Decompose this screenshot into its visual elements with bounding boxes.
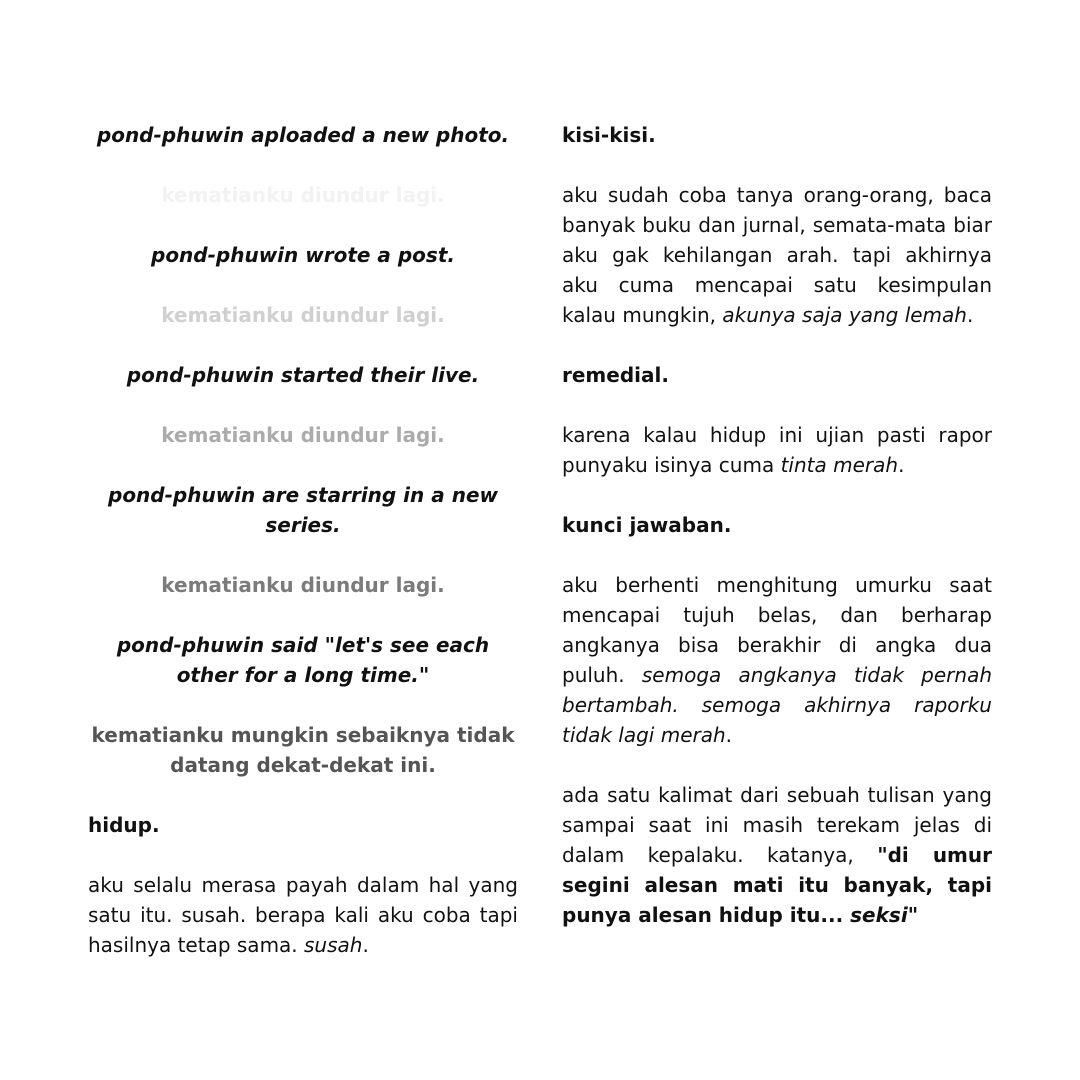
notification-photo: pond-phuwin aploaded a new photo. (96, 123, 510, 147)
heading-hidup: hidup. (88, 813, 160, 837)
notification-post: pond-phuwin wrote a post. (151, 243, 455, 267)
heading-remedial: remedial. (562, 363, 669, 387)
death-line-5: kematianku mungkin sebaiknya tidak datang dekat-dekat ini. (91, 723, 515, 777)
paragraph-kunci-text: aku berhenti menghitung umurku saat mencapai tujuh belas, dan berharap angkanya bisa berakhir di angka dua puluh. (562, 573, 992, 687)
heading-kisi-kisi: kisi-kisi. (562, 123, 656, 147)
heading-kunci-jawaban: kunci jawaban. (562, 513, 732, 537)
quote-bold: "di umur segini alesan mati itu banyak, tapi punya alesan hidup itu... (562, 843, 992, 927)
paragraph-hidup (88, 870, 518, 960)
quote-bold-italic: seksi (850, 903, 908, 927)
notification-series: pond-phuwin are starring in a new series. (108, 483, 498, 537)
paragraph-kisi-end: . (966, 303, 974, 327)
paragraph-hidup-end: . (362, 933, 369, 957)
notification-quote: pond-phuwin said "let's see each other for a long time." (116, 633, 490, 687)
paragraph-remedial-text: karena kalau hidup ini ujian pasti rapor punyaku isinya cuma (562, 423, 992, 477)
left-column (88, 120, 518, 990)
notification-live: pond-phuwin started their live. (126, 363, 480, 387)
paragraph-remedial (562, 420, 992, 480)
death-line-4: kematianku diundur lagi. (161, 573, 445, 597)
paragraph-kalimat (562, 780, 992, 930)
paragraph-hidup-italic: susah (304, 933, 363, 957)
paragraph-remedial-end: . (898, 453, 905, 477)
paragraph-kisi-italic: akunya saja yang lemah (722, 303, 967, 327)
paragraph-remedial-italic: tinta merah (780, 453, 899, 477)
death-line-3: kematianku diundur lagi. (161, 423, 445, 447)
paragraph-kunci-end: . (725, 723, 733, 747)
paragraph-kalimat-text: ada satu kalimat dari sebuah tulisan yang sampai saat ini masih terekam jelas di dalam kepalaku. katanya, (562, 783, 992, 867)
paragraph-kunci-jawaban (562, 570, 992, 750)
paragraph-kisi-kisi (562, 180, 992, 330)
quote-close: " (907, 903, 919, 927)
death-line-1: kematianku diundur lagi. (161, 183, 445, 207)
right-column (562, 120, 992, 960)
paragraph-hidup-text: aku selalu merasa payah dalam hal yang satu itu. susah. berapa kali aku coba tapi hasilnya tetap sama. (88, 873, 518, 957)
death-line-2: kematianku diundur lagi. (161, 303, 445, 327)
paragraph-kisi-text: aku sudah coba tanya orang-orang, baca banyak buku dan jurnal, semata-mata biar aku gak kehilangan arah. tapi akhirnya aku cuma mencapai satu kesimpulan kalau mungkin, (562, 183, 992, 327)
paragraph-kunci-italic: semoga angkanya tidak pernah bertambah. semoga akhirnya raporku tidak lagi merah (562, 663, 992, 747)
